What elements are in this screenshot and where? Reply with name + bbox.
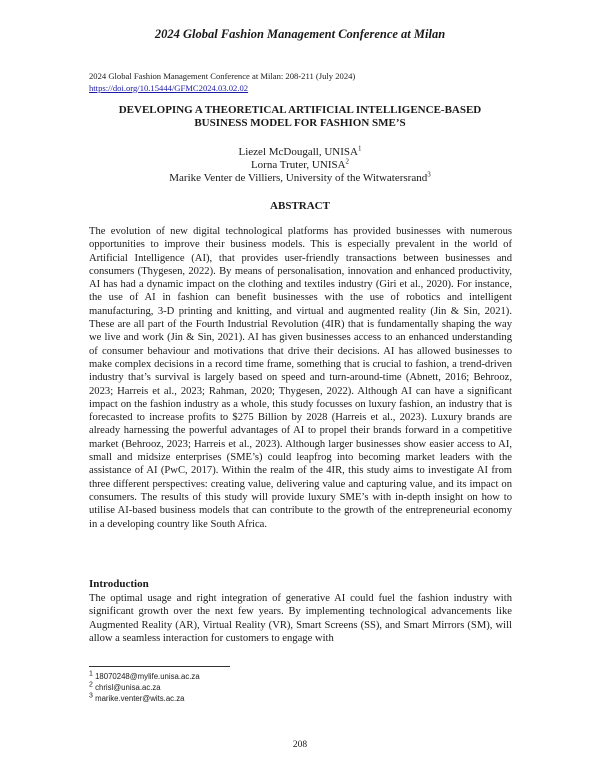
author-name: Marike Venter de Villiers, University of the Witwatersrand xyxy=(169,172,428,184)
footnote-3 xyxy=(89,693,200,704)
doi-link[interactable]: https://doi.org/10.15444/GFMC2024.03.02.02 xyxy=(89,82,249,93)
author-2 xyxy=(60,159,540,172)
introduction-body: The optimal usage and right integration of generative AI could fuel the fashion industry with significant growth over the next few years. By implementing technological advancements like Augmented Reality (AR), Virtual Reality (VR), Smart Screens (SS), and Smart Mirrors (SM), will allow a seamless interaction for customers to engage with xyxy=(89,593,512,644)
running-header: 2024 Global Fashion Management Conference at Milan xyxy=(154,27,446,41)
author-3 xyxy=(60,172,540,185)
abstract-body: The evolution of new digital technological platforms has provided businesses with numerous opportunities to improve their business models. This is especially prevalent in the world of Artificial Intelligence (AI), that provides user-friendly transactions between businesses and consumers (Thygesen, 2022). By means of personalisation, innovation and enhanced productivity, AI has had a dynamic impact on the clothing and textiles industry (Giri et al., 2020). For instance, the use of AI in fashion can benefit businesses with the use of robotics and intelligent manufacturing, 3-D printing and knitting, and virtual and augmented reality (Jin & Sin, 2021). These are all part of the Fourth Industrial Revolution (4IR) that is fundamentally shaping the way we live and work (Jin & Sin, 2021). AI has given businesses access to an enhanced understanding of consumer behaviour and motivations that drive their decisions. AI has allowed businesses to make complex decisions in a record time frame, something that is crucial to fashion, a trend-driven industry that’s survival is largely based on speed and turn-around-time (Abnett, 2016; Behrooz, 2023; Harreis et al., 2023; Rahman, 2020; Thygesen, 2022). Although AI can have a significant impact on the fashion industry as a whole, this study focusses on luxury fashion, an industry that is forecasted to increase profits to $275 Billion by 2028 (Harreis et al., 2023). Luxury brands are already harnessing the powerful advantages of AI to propel their brands forward in a competitive market (Behrooz, 2023; Harreis et al., 2023). Although larger businesses show easier access to AI, small and midsize enterprises (SME’s) could leapfrog into becoming market leaders with the assistance of AI (PwC, 2017). Within the realm of the 4IR, this study aims to investigate AI from three different perspectives: creating value, delivering value and capturing value, and its impact on consumers. The results of this study will provide luxury SME’s with in-depth insight on how to utilise AI-based business models that can contribute to the growth of the entrepreneurial economy in a developing country like South Africa. xyxy=(89,226,512,530)
title-line-2: BUSINESS MODEL FOR FASHION SME’S xyxy=(194,117,406,129)
footnote-1 xyxy=(89,671,200,682)
footnote-mark: 1 xyxy=(89,670,93,678)
author-list xyxy=(60,146,540,185)
page-number: 208 xyxy=(292,740,308,750)
author-name: Lorna Truter, UNISA xyxy=(250,159,346,171)
footnote-mark: 2 xyxy=(345,157,350,166)
footnote-email: chrisl@unisa.ac.za xyxy=(95,683,161,693)
author-1 xyxy=(60,146,540,159)
citation-line: 2024 Global Fashion Management Conference at Milan: 208-211 (July 2024) xyxy=(89,71,356,81)
footnote-mark: 1 xyxy=(357,144,362,153)
citation-block xyxy=(89,71,355,94)
footnote-email: marike.venter@wits.ac.za xyxy=(95,694,185,704)
footnote-mark: 3 xyxy=(427,170,431,179)
footnote-divider xyxy=(89,666,230,667)
footnote-2 xyxy=(89,682,200,693)
paper-title xyxy=(60,104,540,130)
title-line-1: DEVELOPING A THEORETICAL ARTIFICIAL INTELLIGENCE-BASED xyxy=(118,104,482,116)
author-name: Liezel McDougall, UNISA xyxy=(238,146,358,158)
footnote-mark: 2 xyxy=(89,681,93,689)
introduction-heading: Introduction xyxy=(89,578,149,590)
footnote-mark: 3 xyxy=(89,692,93,700)
footnotes xyxy=(89,671,200,705)
footnote-email: 18070248@mylife.unisa.ac.za xyxy=(95,672,200,681)
abstract-heading: ABSTRACT xyxy=(270,200,330,212)
